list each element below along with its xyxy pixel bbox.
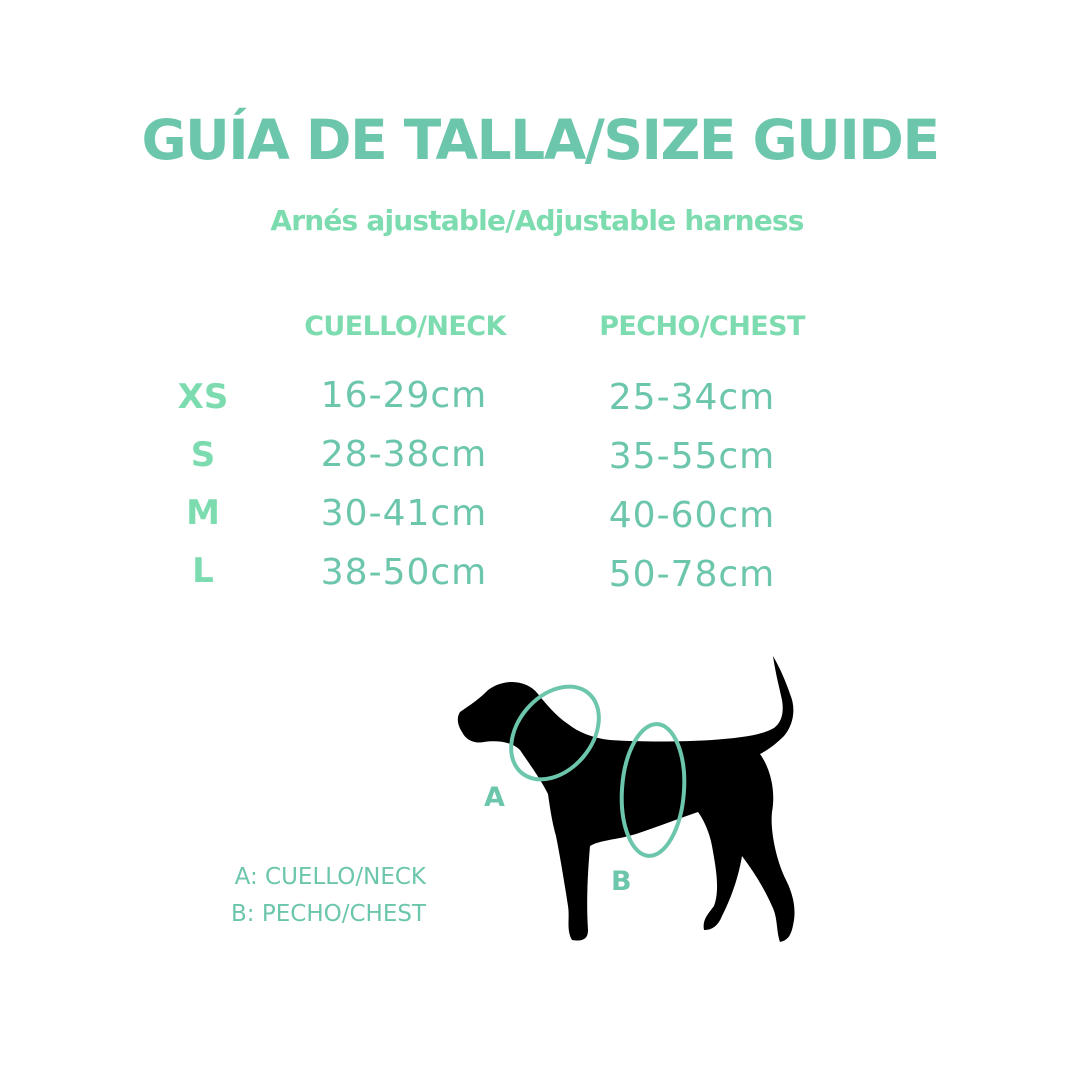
size-label: S (190, 435, 216, 475)
page-title: GUÍA DE TALLA/SIZE GUIDE (141, 108, 939, 172)
chest-value: 35-55cm (608, 436, 776, 477)
marker-a: A (484, 782, 505, 813)
chest-value: 40-60cm (608, 495, 776, 536)
neck-value: 16-29cm (320, 375, 488, 416)
marker-b: B (611, 866, 632, 897)
neck-value: 30-41cm (320, 493, 488, 534)
size-label: L (192, 551, 214, 591)
legend-item-chest: B: PECHO/CHEST (231, 901, 426, 927)
legend-item-neck: A: CUELLO/NECK (234, 864, 426, 890)
size-label: XS (177, 377, 229, 417)
chest-value: 50-78cm (608, 554, 776, 595)
legend (200, 859, 426, 933)
page-subtitle: Arnés ajustable/Adjustable harness (270, 204, 804, 237)
neck-value: 38-50cm (320, 552, 488, 593)
dog-silhouette-icon (458, 656, 795, 942)
column-header-neck: CUELLO/NECK (304, 311, 506, 342)
column-header-chest: PECHO/CHEST (599, 311, 805, 342)
chest-value: 25-34cm (608, 377, 776, 418)
neck-value: 28-38cm (320, 434, 488, 475)
size-label: M (186, 493, 220, 533)
